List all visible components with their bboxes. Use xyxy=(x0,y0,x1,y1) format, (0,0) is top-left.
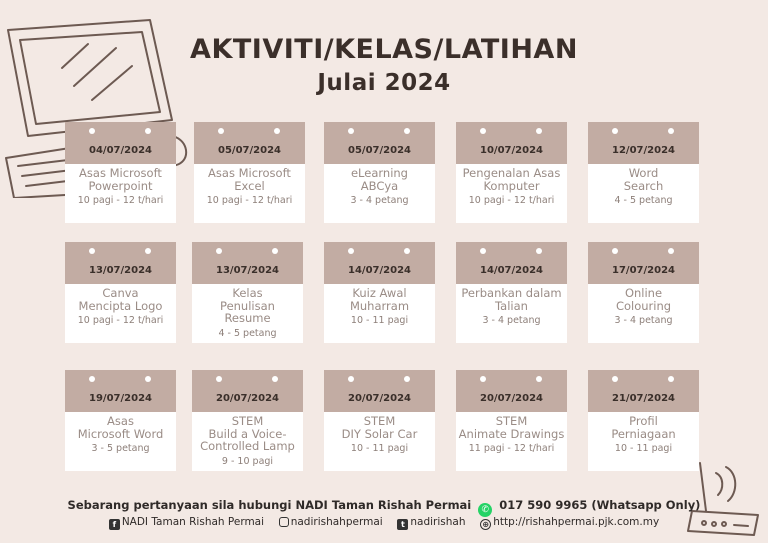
card-activity-name: Pengenalan Asas Komputer xyxy=(462,166,561,193)
binder-hole xyxy=(145,376,151,382)
card-body xyxy=(456,284,567,343)
card-time: 11 pagi - 12 t/hari xyxy=(468,443,555,454)
card-date: 17/07/2024 xyxy=(612,265,675,276)
facebook-icon: f xyxy=(109,519,120,530)
contact-text: Sebarang pertanyaan sila hubungi NADI Taman Rishah Permai xyxy=(67,498,472,512)
social-links xyxy=(0,516,768,530)
card-date: 13/07/2024 xyxy=(89,265,152,276)
binder-hole xyxy=(668,128,674,134)
activity-card xyxy=(192,370,303,471)
binder-hole xyxy=(480,376,486,382)
binder-hole xyxy=(668,376,674,382)
website-link[interactable]: http://rishahpermai.pjk.com.my xyxy=(493,516,660,528)
activity-card xyxy=(65,242,176,343)
whatsapp-icon: ✆ xyxy=(478,503,492,517)
card-body xyxy=(194,164,305,223)
card-header xyxy=(65,370,176,412)
card-time: 10 pagi - 12 t/hari xyxy=(468,195,555,206)
card-header xyxy=(324,122,435,164)
card-activity-name: Canva Mencipta Logo xyxy=(78,286,163,313)
card-activity-name: STEM DIY Solar Car xyxy=(341,414,418,441)
card-date: 13/07/2024 xyxy=(216,265,279,276)
card-activity-name: Asas Microsoft Powerpoint xyxy=(79,166,162,193)
binder-hole xyxy=(536,376,542,382)
facebook-link[interactable]: NADI Taman Rishah Permai xyxy=(121,516,265,528)
card-activity-name: Online Colouring xyxy=(615,286,672,313)
activity-card xyxy=(194,122,305,223)
card-time: 10 - 11 pagi xyxy=(614,443,673,454)
contact-line xyxy=(0,498,768,517)
binder-hole xyxy=(274,128,280,134)
card-date: 20/07/2024 xyxy=(348,393,411,404)
card-time: 10 pagi - 12 t/hari xyxy=(77,315,164,326)
card-time: 3 - 4 petang xyxy=(482,315,541,326)
card-body xyxy=(324,284,435,343)
activity-card xyxy=(588,370,699,471)
card-header xyxy=(588,370,699,412)
binder-hole xyxy=(216,248,222,254)
binder-hole xyxy=(272,248,278,254)
card-body xyxy=(65,284,176,343)
card-body xyxy=(456,164,567,223)
card-activity-name: Kuiz Awal Muharram xyxy=(349,286,410,313)
card-header xyxy=(588,122,699,164)
card-time: 10 - 11 pagi xyxy=(350,315,409,326)
binder-hole xyxy=(612,248,618,254)
card-date: 05/07/2024 xyxy=(218,145,281,156)
card-time: 4 - 5 petang xyxy=(218,327,277,339)
binder-hole xyxy=(480,248,486,254)
card-header xyxy=(456,370,567,412)
card-date: 12/07/2024 xyxy=(612,145,675,156)
card-activity-name: Profil Perniagaan xyxy=(611,414,676,441)
binder-hole xyxy=(348,376,354,382)
activity-card xyxy=(456,122,567,223)
contact-phone: 017 590 9965 (Whatsapp Only) xyxy=(499,498,701,512)
card-body xyxy=(192,412,303,471)
binder-hole xyxy=(89,128,95,134)
card-date: 14/07/2024 xyxy=(348,265,411,276)
activity-card xyxy=(456,370,567,471)
twitter-link[interactable]: nadirishah xyxy=(410,516,466,528)
activity-card xyxy=(324,370,435,471)
card-activity-name: Asas Microsoft Excel xyxy=(208,166,291,193)
activity-card xyxy=(65,370,176,471)
instagram-icon xyxy=(279,517,289,527)
card-header xyxy=(456,242,567,284)
card-header xyxy=(324,370,435,412)
binder-hole xyxy=(145,128,151,134)
card-time: 10 pagi - 12 t/hari xyxy=(77,195,164,206)
activity-card xyxy=(192,242,303,343)
binder-hole xyxy=(272,376,278,382)
card-body xyxy=(456,412,567,471)
binder-hole xyxy=(348,248,354,254)
instagram-link[interactable]: nadirishahpermai xyxy=(290,516,383,528)
card-body xyxy=(588,284,699,343)
binder-hole xyxy=(404,128,410,134)
activity-card xyxy=(588,242,699,343)
card-activity-name: STEM Animate Drawings xyxy=(458,414,565,441)
card-time: 3 - 4 petang xyxy=(350,195,409,206)
card-header xyxy=(65,122,176,164)
card-activity-name: Word Search xyxy=(623,166,664,193)
binder-hole xyxy=(612,376,618,382)
card-body xyxy=(65,412,176,471)
binder-hole xyxy=(404,248,410,254)
card-activity-name: Kelas Penulisan Resume xyxy=(220,286,275,325)
binder-hole xyxy=(404,376,410,382)
card-time: 3 - 4 petang xyxy=(614,315,673,326)
card-body xyxy=(192,284,303,343)
binder-hole xyxy=(89,376,95,382)
binder-hole xyxy=(216,376,222,382)
card-date: 04/07/2024 xyxy=(89,145,152,156)
card-body xyxy=(324,412,435,471)
activity-card xyxy=(65,122,176,223)
card-time: 3 - 5 petang xyxy=(91,443,150,454)
binder-hole xyxy=(612,128,618,134)
card-activity-name: eLearning ABCya xyxy=(350,166,408,193)
binder-hole xyxy=(348,128,354,134)
card-time: 4 - 5 petang xyxy=(614,195,673,206)
card-header xyxy=(65,242,176,284)
twitter-icon: t xyxy=(397,519,408,530)
binder-hole xyxy=(536,128,542,134)
card-body xyxy=(324,164,435,223)
card-body xyxy=(65,164,176,223)
card-header xyxy=(324,242,435,284)
binder-hole xyxy=(668,248,674,254)
card-activity-name: STEM Build a Voice- Controlled Lamp xyxy=(200,414,295,453)
page-subtitle: Julai 2024 xyxy=(317,70,451,96)
card-header xyxy=(456,122,567,164)
card-date: 20/07/2024 xyxy=(216,393,279,404)
card-header xyxy=(194,122,305,164)
globe-icon: ⊕ xyxy=(480,519,491,530)
card-activity-name: Asas Microsoft Word xyxy=(77,414,164,441)
card-date: 20/07/2024 xyxy=(480,393,543,404)
page-title: AKTIVITI/KELAS/LATIHAN xyxy=(190,34,578,65)
card-date: 14/07/2024 xyxy=(480,265,543,276)
card-body xyxy=(588,164,699,223)
card-header xyxy=(192,370,303,412)
activity-card xyxy=(456,242,567,343)
binder-hole xyxy=(536,248,542,254)
card-date: 10/07/2024 xyxy=(480,145,543,156)
card-date: 19/07/2024 xyxy=(89,393,152,404)
activity-card xyxy=(324,122,435,223)
card-header xyxy=(588,242,699,284)
card-header xyxy=(192,242,303,284)
card-activity-name: Perbankan dalam Talian xyxy=(461,286,562,313)
card-time: 10 pagi - 12 t/hari xyxy=(206,195,293,206)
card-body xyxy=(588,412,699,471)
binder-hole xyxy=(89,248,95,254)
binder-hole xyxy=(480,128,486,134)
activity-card xyxy=(588,122,699,223)
card-time: 9 - 10 pagi xyxy=(221,455,274,467)
card-date: 05/07/2024 xyxy=(348,145,411,156)
card-date: 21/07/2024 xyxy=(612,393,675,404)
binder-hole xyxy=(145,248,151,254)
binder-hole xyxy=(218,128,224,134)
card-time: 10 - 11 pagi xyxy=(350,443,409,454)
activity-card xyxy=(324,242,435,343)
